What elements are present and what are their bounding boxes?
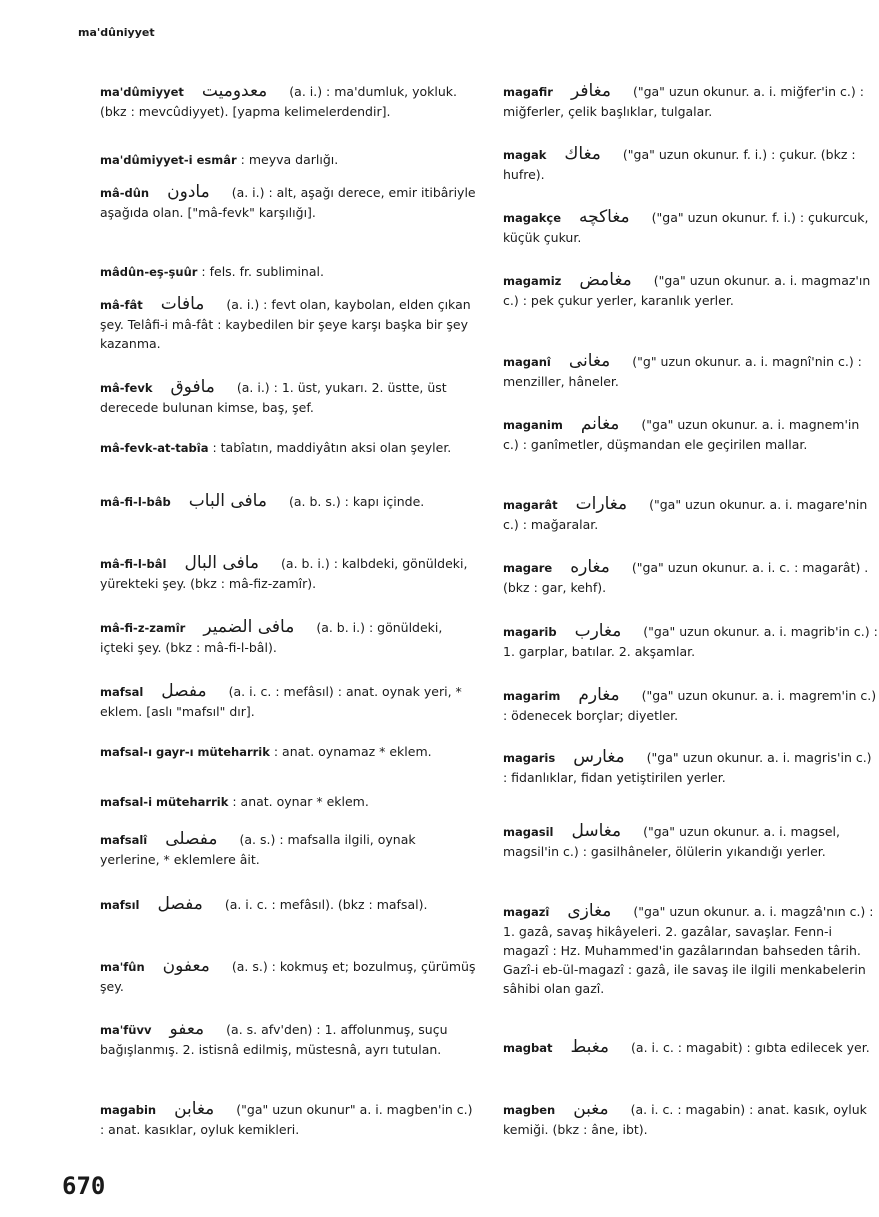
dictionary-entry: [465, 1038, 878, 1058]
dictionary-entry: [465, 1100, 878, 1139]
headword: magak: [503, 148, 547, 162]
arabic-script: مغاكچه: [579, 207, 630, 227]
arabic-script: مافى الضمير: [203, 617, 295, 637]
definition: (a. s.) : kokmuş et; bozulmuş, çürümüş şey.: [100, 959, 476, 994]
arabic-script: مافى الباب: [188, 491, 267, 511]
definition: ("g" uzun okunur. a. i. magnî'nin c.) : menziller, hâneler.: [503, 354, 862, 389]
definition: ("ga" uzun okunur" a. i. magben'in c.) : anat. kasıklar, oyluk kemikleri.: [100, 1102, 473, 1137]
headword: mâ-fât: [100, 298, 143, 312]
definition: (a. i.) : ma'dumluk, yokluk. (bkz : mevcûdiyyet). [yapma kelimelerdendir].: [100, 84, 458, 119]
definition: ("ga" uzun okunur. a. i. magare'nin c.) : mağaralar.: [503, 497, 868, 532]
arabic-script: معفون: [162, 956, 210, 976]
dictionary-entry: [62, 792, 478, 812]
headword: magarib: [503, 625, 557, 639]
dictionary-entry: [62, 1100, 478, 1139]
definition: (a. i. c. : magabit) : gıbta edilecek yer.: [631, 1040, 870, 1055]
dictionary-entry: [62, 183, 478, 222]
arabic-script: مفصل: [161, 681, 207, 701]
definition: : anat. oynar * eklem.: [232, 794, 369, 809]
definition: ("ga" uzun okunur. a. i. c. : magarât) . (bkz : gar, kehf).: [503, 560, 869, 595]
arabic-script: مغامض: [579, 270, 632, 290]
arabic-script: مافى البال: [184, 553, 260, 573]
arabic-script: مغازى: [567, 901, 612, 921]
dictionary-entry: [465, 415, 878, 454]
headword: magarât: [503, 498, 558, 512]
definition: (a. i.) : 1. üst, yukarı. 2. üstte, üst derecede bulunan kimse, baş, şef.: [100, 380, 447, 415]
headword: ma'dûmiyyet: [100, 85, 184, 99]
dictionary-entry: [62, 895, 478, 915]
definition: (a. i. c. : mefâsıl). (bkz : mafsal).: [224, 897, 428, 912]
headword: mâ-fevk: [100, 381, 153, 395]
definition: (a. s. afv'den) : 1. affolunmuş, suçu bağışlanmış. 2. istisnâ edilmiş, müstesnâ, ayrı tutulan.: [100, 1022, 448, 1057]
page-number: 670: [62, 1172, 106, 1200]
arabic-script: مغارس: [573, 747, 625, 767]
headword: mafsıl: [100, 898, 140, 912]
dictionary-entry: [465, 208, 878, 247]
dictionary-entry: [62, 82, 478, 121]
headword: ma'dûmiyyet-i esmâr: [100, 153, 237, 167]
arabic-script: مغارات: [575, 494, 628, 514]
arabic-script: مغانى: [568, 351, 611, 371]
dictionary-entry: [62, 438, 478, 458]
dictionary-entry: [62, 618, 478, 657]
definition: ("ga" uzun okunur. a. i. magrib'in c.) : 1. garplar, batılar. 2. akşamlar.: [503, 624, 878, 659]
headword: mafsal-ı gayr-ı müteharrik: [100, 745, 270, 759]
headword: mâ-fi-l-bâl: [100, 557, 167, 571]
headword: mâdûn-eş-şuûr: [100, 265, 198, 279]
dictionary-entry: [62, 262, 478, 282]
arabic-script: مفصلى: [165, 829, 218, 849]
definition: (a. i. c. : mefâsıl) : anat. oynak yeri, * eklem. [aslı "mafsıl" dır].: [100, 684, 462, 719]
definition: (a. b. i.) : kalbdeki, gönüldeki, yürekteki şey. (bkz : mâ-fiz-zamîr).: [100, 556, 468, 591]
headword: mâ-fi-l-bâb: [100, 495, 171, 509]
headword: magare: [503, 561, 553, 575]
arabic-script: معدوميت: [201, 81, 268, 101]
headword: ma'füvv: [100, 1023, 152, 1037]
dictionary-entry: [465, 822, 878, 861]
headword: mafsalî: [100, 833, 148, 847]
definition: ("ga" uzun okunur. a. i. miğfer'in c.) : miğferler, çelik başlıklar, tulgalar.: [503, 84, 864, 119]
headword: magazî: [503, 905, 550, 919]
headword: mâ-dûn: [100, 186, 150, 200]
dictionary-entry: [62, 830, 478, 869]
definition: ("ga" uzun okunur. a. i. magrem'in c.) : ödenecek borçlar; diyetler.: [503, 688, 877, 723]
definition: : meyva darlığı.: [240, 152, 339, 167]
headword: mafsal-i müteharrik: [100, 795, 229, 809]
arabic-script: مغاسل: [571, 821, 622, 841]
definition: ("ga" uzun okunur. a. i. magsel, magsil'in c.) : gasilhâneler, ölülerin yıkandığı yerler.: [503, 824, 840, 859]
definition: ("ga" uzun okunur. a. i. magzâ'nın c.) : 1. gazâ, savaş hikâyeleri. 2. gazâlar, savaşlar. Fenn-i magazî : Hz. Muhammed'in gazâlarından bahseden târih. Gazî-i eb-ül-magazî : gazâ, ile savaş ile ilgili menkabelerin sâhibi olan gazî.: [503, 904, 874, 996]
arabic-script: مغاك: [564, 144, 601, 164]
dictionary-entry: [465, 748, 878, 787]
arabic-script: مافات: [160, 294, 205, 314]
arabic-script: مغارم: [578, 685, 620, 705]
headword: mâ-fi-z-zamîr: [100, 621, 186, 635]
definition: (a. i.) : alt, aşağı derece, emir itibâriyle aşağıda olan. ["mâ-fevk" karşılığı].: [100, 185, 476, 220]
headword: ma'fûn: [100, 960, 145, 974]
dictionary-entry: [62, 742, 478, 762]
definition: (a. i. c. : magabin) : anat. kasık, oyluk kemiği. (bkz : âne, ibt).: [503, 1102, 867, 1137]
definition: ("ga" uzun okunur. a. i. magmaz'ın c.) : pek çukur yerler, karanlık yerler.: [503, 273, 871, 308]
arabic-script: مغارب: [574, 621, 622, 641]
headword: magakçe: [503, 211, 561, 225]
dictionary-entry: [465, 145, 878, 184]
headword: magamiz: [503, 274, 562, 288]
headword: magabin: [100, 1103, 157, 1117]
headword: magarim: [503, 689, 561, 703]
dictionary-entry: [465, 622, 878, 661]
definition: (a. b. i.) : gönüldeki, içteki şey. (bkz : mâ-fi-l-bâl).: [100, 620, 443, 655]
definition: : anat. oynamaz * eklem.: [273, 744, 432, 759]
definition: : tabîatın, maddiyâtın aksi olan şeyler.: [212, 440, 452, 455]
arabic-script: مغانم: [580, 414, 620, 434]
arabic-script: مغافر: [570, 81, 611, 101]
arabic-script: مغبط: [570, 1037, 610, 1057]
running-head: ma'dûniyyet: [78, 26, 155, 39]
arabic-script: مافوق: [170, 377, 215, 397]
headword: magben: [503, 1103, 556, 1117]
dictionary-entry: [465, 558, 878, 597]
definition: : fels. fr. subliminal.: [201, 264, 324, 279]
arabic-script: مفصل: [157, 894, 203, 914]
headword: magbat: [503, 1041, 553, 1055]
headword: magasil: [503, 825, 554, 839]
arabic-script: مادون: [167, 182, 210, 202]
definition: ("ga" uzun okunur. f. i.) : çukur. (bkz : hufre).: [503, 147, 856, 182]
dictionary-entry: [62, 554, 478, 593]
definition: ("ga" uzun okunur. f. i.) : çukurcuk, küçük çukur.: [503, 210, 869, 245]
dictionary-entry: [62, 1020, 478, 1059]
dictionary-entry: [62, 492, 478, 512]
dictionary-entry: [465, 82, 878, 121]
definition: (a. b. s.) : kapı içinde.: [288, 494, 425, 509]
dictionary-entry: [465, 271, 878, 310]
headword: maganî: [503, 355, 551, 369]
dictionary-entry: [465, 686, 878, 725]
dictionary-entry: [465, 495, 878, 534]
dictionary-entry: [465, 902, 878, 998]
arabic-script: مغاره: [570, 557, 610, 577]
headword: magafir: [503, 85, 553, 99]
definition: ("ga" uzun okunur. a. i. magris'in c.) : fidanlıklar, fidan yetiştirilen yerler.: [503, 750, 872, 785]
headword: magaris: [503, 751, 556, 765]
headword: mafsal: [100, 685, 144, 699]
dictionary-entry: [62, 957, 478, 996]
dictionary-entry: [62, 378, 478, 417]
arabic-script: مغبن: [573, 1099, 609, 1119]
definition: ("ga" uzun okunur. a. i. magnem'in c.) : ganîmetler, düşmandan ele geçirilen mallar.: [503, 417, 860, 452]
dictionary-entry: [62, 682, 478, 721]
definition: (a. s.) : mafsalla ilgili, oynak yerlerine, * eklemlere âit.: [100, 832, 416, 867]
arabic-script: معفو: [169, 1019, 205, 1039]
dictionary-entry: [62, 150, 478, 170]
headword: maganim: [503, 418, 563, 432]
dictionary-entry: [62, 295, 478, 353]
arabic-script: مغابن: [174, 1099, 215, 1119]
definition: (a. i.) : fevt olan, kaybolan, elden çıkan şey. Telâfi-i mâ-fât : kaybedilen bir şeye karşı başka bir şey kazanma.: [100, 297, 471, 351]
dictionary-entry: [465, 352, 878, 391]
headword: mâ-fevk-at-tabîa: [100, 441, 209, 455]
